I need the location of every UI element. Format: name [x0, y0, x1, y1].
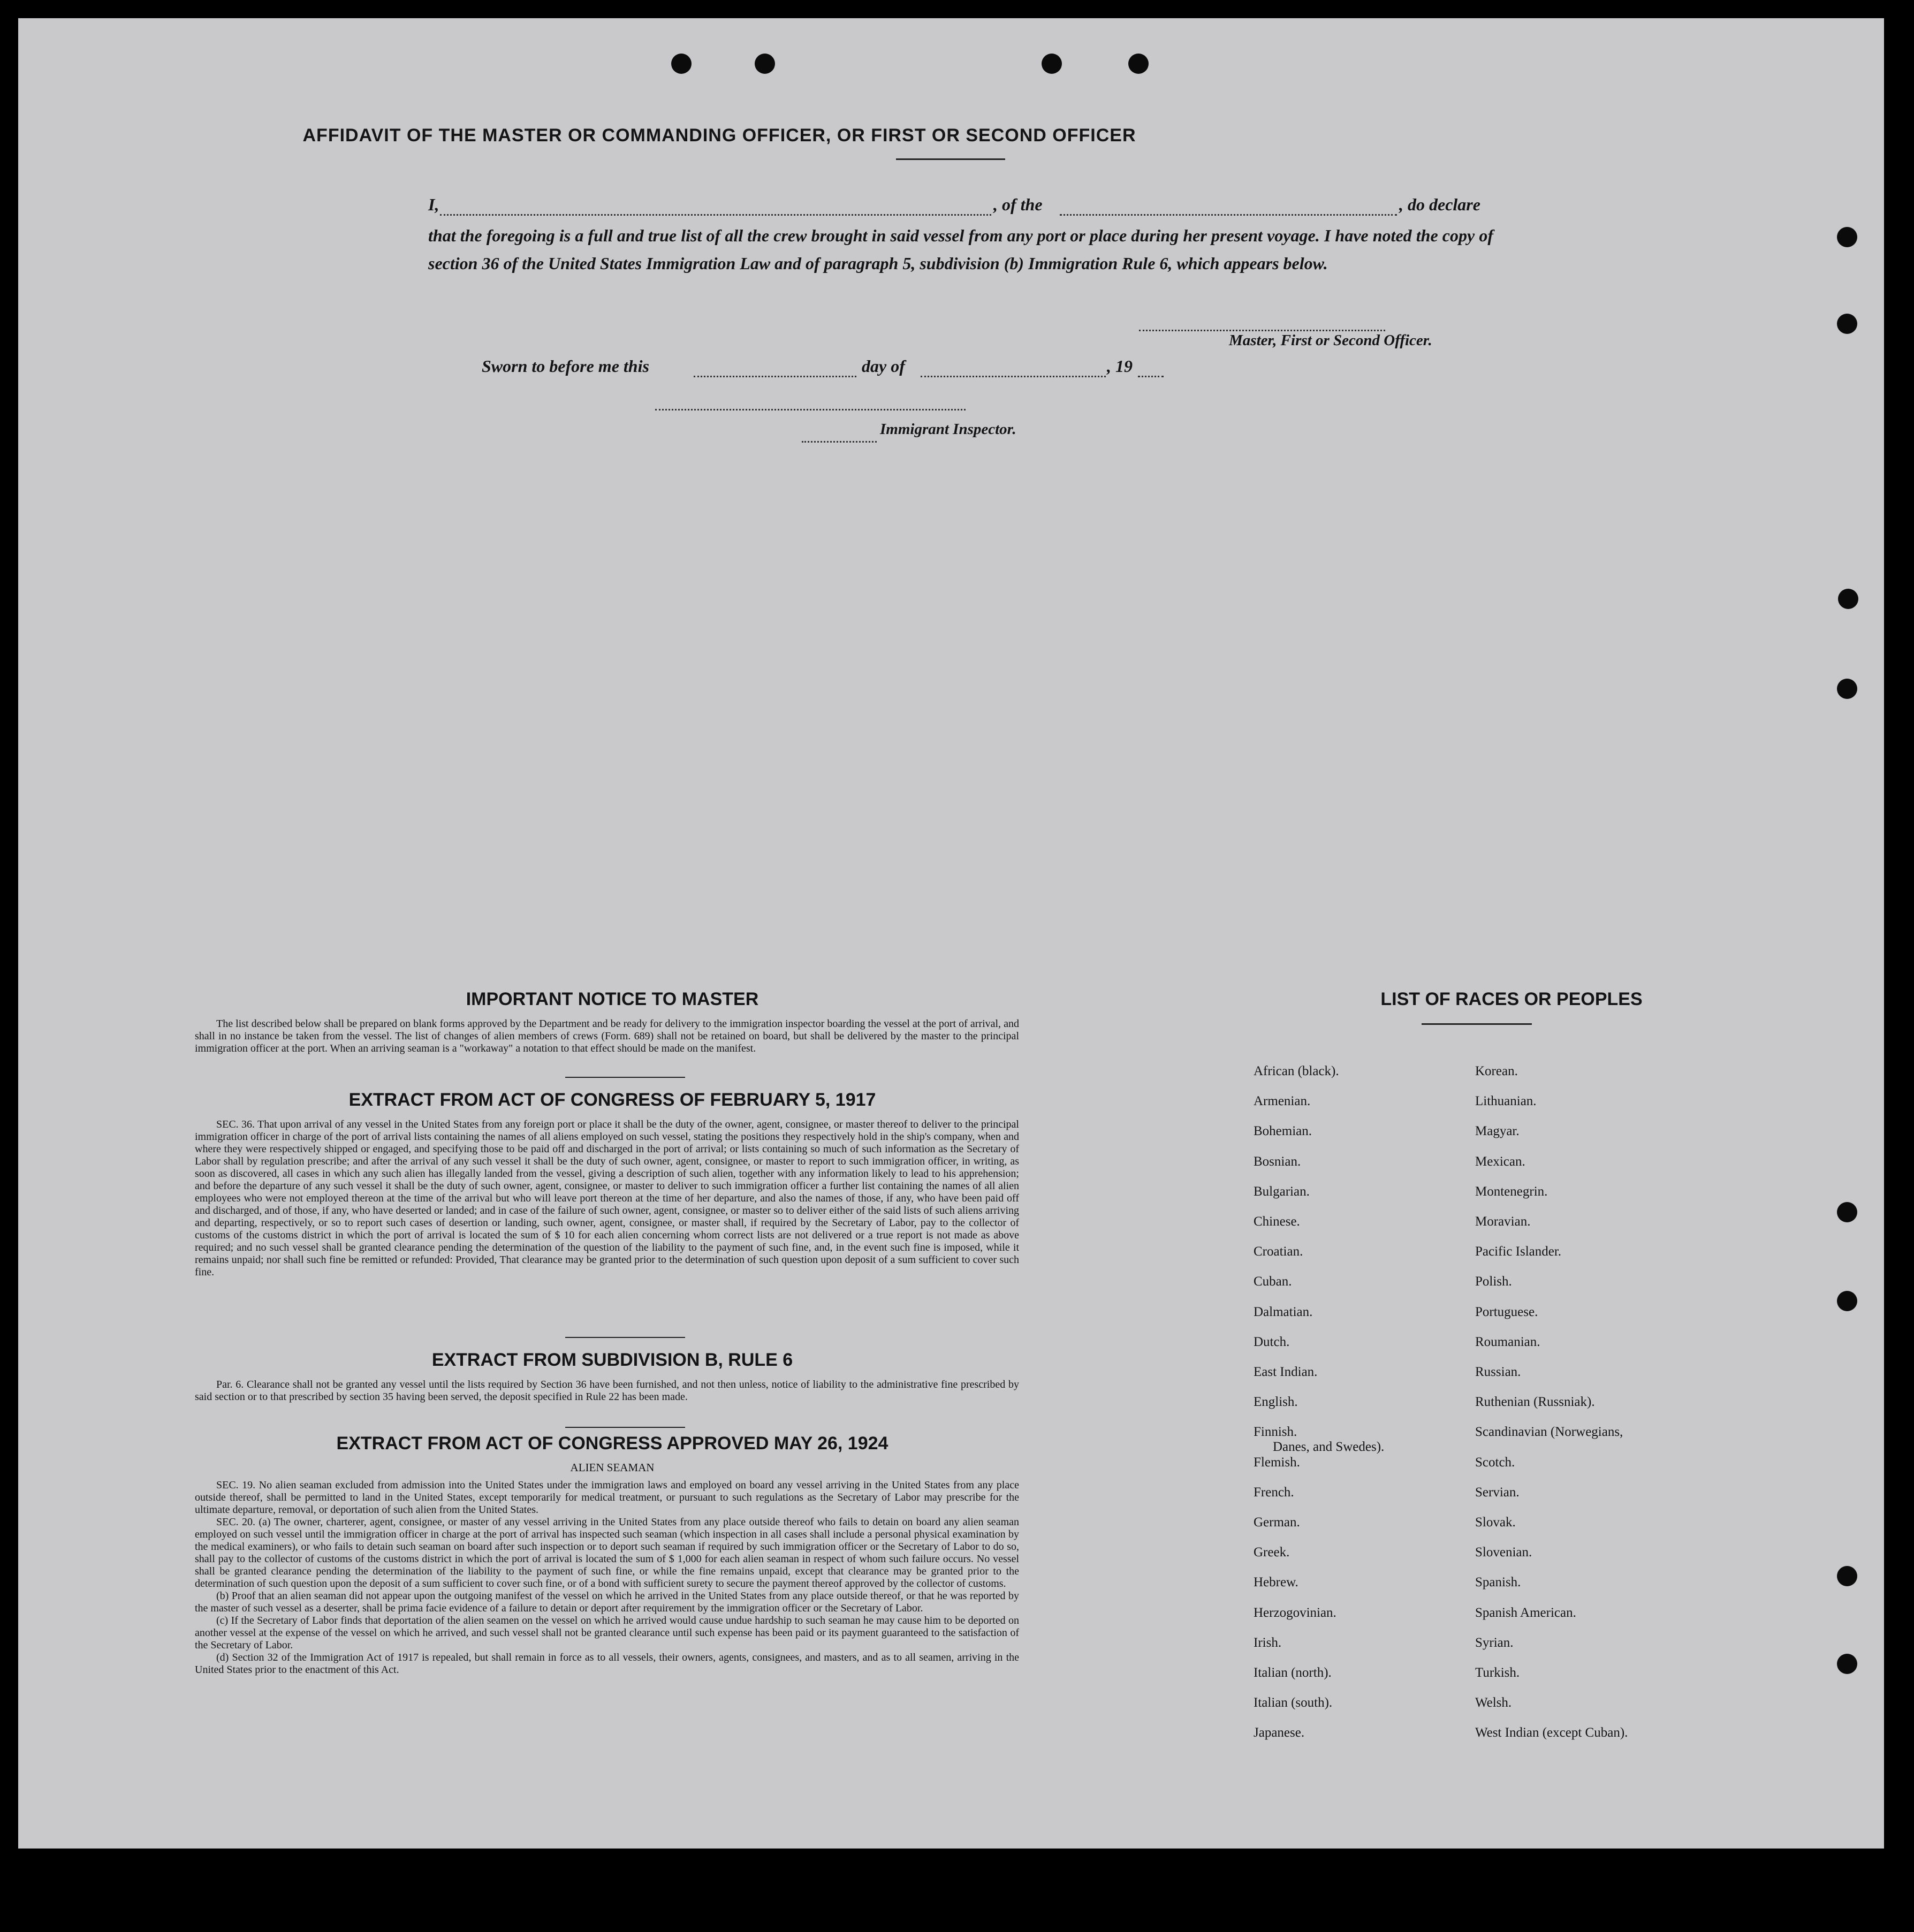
day-of-label: day of — [862, 356, 905, 376]
extract-1917-paragraph: SEC. 36. That upon arrival of any vessel in the United States from any foreign port or place it shall be the duty of the owner, agent, consignee, or master thereof to deliver to the principal immigration officer in charge of the port of arrival lists containing the names of all aliens employed on such vessel, stating the positions they respectively hold in the ship's company, when and where they were respectively shipped or engaged, and specifying those to be paid off and discharged in the port of arrival; or lists containing so much of such information as the Secretary of Labor shall by regulation prescribe; and after the arrival of any such vessel it shall be the duty of such owner, agent, consignee, or master to report to such immigration officer, in writing, as soon as discovered, all cases in which any such alien has illegally landed from the vessel, giving a description of such alien, together with any information likely to lead to his apprehension; and before the departure of any such vessel it shall be the duty of such owner, agent, consignee, or master to deliver to such immigration officer a further list containing the names of all alien employees who were not employed thereon at the time of the arrival but who will leave port thereon at the time of her departure, and also the names of those, if any, who have been paid off and discharged, and of those, if any, who have deserted or landed; and in case of the failure of such owner, agent, consignee, or master so to deliver either of the said lists of such aliens arriving and departing, respectively, or so to report such cases of desertion or landing, such owner, agent, consignee, or master shall, if required by the Secretary of Labor, pay to the collector of customs of the customs district in which the port of arrival is located the sum of $ 10 for each alien concerning whom correct lists are not delivered or a true report is not made as above required; and no such vessel shall be granted clearance pending the determination of the question of the liability to the payment of such fine, and, in the event such fine is imposed, while it remains unpaid; nor shall such fine be remitted or refunded: Provided, That clearance may be granted prior to the determination of such question upon deposit of a sum sufficient to cover such fine. — [195, 1119, 1019, 1278]
race-item: Russian. — [1475, 1365, 1521, 1379]
sworn-line — [482, 356, 1231, 383]
races-title-underline — [1422, 1023, 1532, 1025]
extract-1924-text — [195, 1479, 1019, 1676]
race-item: Slovenian. — [1475, 1545, 1532, 1560]
race-item: Servian. — [1475, 1485, 1520, 1500]
race-item: Montenegrin. — [1475, 1184, 1548, 1199]
vessel-blank — [1060, 214, 1397, 216]
inspector-line — [655, 409, 966, 410]
extract-rule6-title: EXTRACT FROM SUBDIVISION B, RULE 6 — [431, 1350, 793, 1370]
divider — [565, 1427, 685, 1428]
title-underline — [896, 158, 1005, 160]
race-item: African (black). — [1254, 1064, 1339, 1078]
race-item: Croatian. — [1254, 1244, 1303, 1259]
extract-1924-paragraph: (c) If the Secretary of Labor finds that deportation of the alien seamen on the vessel on which he arrived would cause undue hardship to such seaman he may cause him to be deported on another vessel at the expense of the vessel on which he arrived, and such vessel shall not be granted clearance until such expense has been paid or its payment guaranteed to the satisfaction of the Secretary of Labor. — [195, 1615, 1019, 1651]
race-item: Syrian. — [1475, 1635, 1514, 1650]
extract-1917-text — [195, 1119, 1019, 1279]
notice-title: IMPORTANT NOTICE TO MASTER — [466, 989, 759, 1009]
race-item: Irish. — [1254, 1635, 1282, 1650]
race-item: Scotch. — [1475, 1455, 1515, 1470]
race-item: West Indian (except Cuban). — [1475, 1725, 1628, 1740]
affidavit-title: AFFIDAVIT OF THE MASTER OR COMMANDING OFFICER, OR FIRST OR SECOND OFFICER — [302, 125, 1136, 146]
race-item: Cuban. — [1254, 1274, 1292, 1289]
race-item: Bosnian. — [1254, 1154, 1301, 1169]
race-item: Roumanian. — [1475, 1334, 1540, 1349]
punch-hole — [1837, 1202, 1857, 1222]
extract-1924-paragraph: (d) Section 32 of the Immigration Act of 1917 is repealed, but shall remain in force as to all vessels, their owners, agents, consignees, and masters, and as to all seamen, arriving in the United States prior to the enactment of this Act. — [195, 1652, 1019, 1676]
race-item: Flemish. — [1254, 1455, 1300, 1470]
year-label: , 19 — [1107, 356, 1133, 376]
race-item: English. — [1254, 1395, 1298, 1410]
race-item: Portuguese. — [1475, 1304, 1538, 1319]
notice-text — [195, 1018, 1019, 1055]
race-item: Welsh. — [1475, 1695, 1512, 1710]
race-item: Italian (north). — [1254, 1665, 1332, 1680]
race-item: Pacific Islander. — [1475, 1244, 1562, 1259]
extract-1917-title: EXTRACT FROM ACT OF CONGRESS OF FEBRUARY 5, 1917 — [348, 1090, 876, 1110]
race-item: Mexican. — [1475, 1154, 1525, 1169]
affidavit-of-the-label: , of the — [993, 195, 1043, 214]
race-item: Korean. — [1475, 1064, 1518, 1078]
race-item: Dalmatian. — [1254, 1304, 1313, 1319]
sworn-label: Sworn to before me this — [482, 356, 649, 376]
punch-hole — [671, 54, 692, 74]
inspector-prefix-line — [802, 441, 877, 443]
extract-rule6-paragraph: Par. 6. Clearance shall not be granted any vessel until the lists required by Section 36 have been furnished, and not then unless, notice of liability to the administrative fine prescribed by said section or to that prescribed by section 35 having been served, the deposit specified in Rule 22 has been made. — [195, 1379, 1019, 1403]
race-item: Magyar. — [1475, 1124, 1520, 1139]
affidavit-body: that the foregoing is a full and true list of all the crew brought in said vessel from any port or place during her present voyage. I have noted the copy of section 36 of the United States Immigration Law and of paragraph 5, subdivision (b) Immigration Rule 6, which appears below. — [428, 226, 1493, 273]
race-item: Slovak. — [1475, 1515, 1516, 1530]
race-item: Armenian. — [1254, 1094, 1311, 1109]
document-page — [18, 18, 1884, 1849]
race-item: Polish. — [1475, 1274, 1512, 1289]
race-item: Bulgarian. — [1254, 1184, 1310, 1199]
punch-hole — [1837, 314, 1857, 334]
race-item: East Indian. — [1254, 1365, 1318, 1379]
punch-hole — [1837, 679, 1857, 699]
notice-paragraph: The list described below shall be prepared on blank forms approved by the Department and be ready for delivery to the immigration inspector boarding the vessel at the port of arrival, and shall in no instance be taken from the vessel. The list of changes of alien members of crews (Form. 689) shall not be retained on board, but shall be delivered by the master to the principal immigration officer at the port. When an arriving seaman is a "workaway" a notation to that effect should be made on the manifest. — [195, 1018, 1019, 1054]
extract-rule6-text — [195, 1379, 1019, 1403]
extract-1924-paragraph: SEC. 19. No alien seaman excluded from admission into the United States under the immigration laws and employed on board any vessel arriving in the United States from any place outside thereof, shall be permitted to land in the United States, except temporarily for medical treatment, or pursuant to such regulations as the Secretary of Labor may prescribe for the ultimate departure, removal, or deportation of such alien from the United States. — [195, 1479, 1019, 1516]
month-blank — [921, 376, 1106, 377]
race-item: Bohemian. — [1254, 1124, 1312, 1139]
race-item: Dutch. — [1254, 1334, 1290, 1349]
affidavit-line-1 — [428, 195, 1493, 222]
race-item: Hebrew. — [1254, 1575, 1298, 1590]
race-item: Spanish American. — [1475, 1605, 1576, 1620]
race-item: Moravian. — [1475, 1214, 1531, 1229]
race-item: Turkish. — [1475, 1665, 1520, 1680]
races-title: LIST OF RACES OR PEOPLES — [1380, 989, 1643, 1009]
punch-hole — [1837, 1654, 1857, 1674]
race-item: Spanish. — [1475, 1575, 1521, 1590]
race-item: Chinese. — [1254, 1214, 1300, 1229]
divider — [565, 1337, 685, 1338]
punch-hole — [755, 54, 775, 74]
affidavit-i-label: I, — [428, 195, 439, 214]
race-item: Scandinavian (Norwegians, — [1475, 1425, 1623, 1440]
race-item: Japanese. — [1254, 1725, 1305, 1740]
race-item: Italian (south). — [1254, 1695, 1333, 1710]
name-blank — [440, 214, 991, 216]
punch-hole — [1042, 54, 1062, 74]
day-blank — [694, 376, 856, 377]
extract-1924-subtitle: ALIEN SEAMAN — [570, 1461, 655, 1474]
punch-hole — [1837, 1566, 1857, 1586]
punch-hole — [1837, 1291, 1857, 1311]
extract-1924-paragraph: SEC. 20. (a) The owner, charterer, agent, consignee, or master of any vessel arriving in the United States from any place outside thereof who fails to detain on board any alien seaman employed on such vessel until the immigration officer in charge at the port of arrival has inspected such seaman (which inspection in all cases shall include a personal physical examination by the medical examiners), or who fails to detain such seaman on board after such inspection or to deport such seaman if required by such immigration officer or the Secretary of Labor to do so, shall pay to the collector of customs of the customs district in which the port of arrival is located the sum of $ 1,000 for each alien seaman in respect of whom such failure occurs. No vessel shall be granted clearance pending the determination of the liability to the payment of such fine, or while the fine remains unpaid, except that clearance may be granted prior to the determination of such question upon the deposit of a sum sufficient to cover such fine, or of a bond with sufficient surety to secure the payment thereof approved by the collector of customs. — [195, 1516, 1019, 1589]
signature-line — [1139, 330, 1385, 331]
race-item: Greek. — [1254, 1545, 1290, 1560]
divider — [565, 1077, 685, 1078]
extract-1924-title: EXTRACT FROM ACT OF CONGRESS APPROVED MAY 26, 1924 — [336, 1433, 888, 1454]
race-item: Herzogovinian. — [1254, 1605, 1336, 1620]
race-item: Ruthenian (Russniak). — [1475, 1395, 1595, 1410]
punch-hole — [1837, 227, 1857, 247]
punch-hole — [1128, 54, 1149, 74]
affidavit-declare-label: , do declare — [1399, 195, 1480, 214]
race-item: Danes, and Swedes). — [1273, 1440, 1385, 1455]
race-item: Lithuanian. — [1475, 1094, 1537, 1109]
extract-1924-paragraph: (b) Proof that an alien seaman did not appear upon the outgoing manifest of the vessel on which he arrived in the United States from any place outside thereof, or that he was reported by the master of such vessel as a deserter, shall be prima facie evidence of a failure to detain or deport after requirement by the immigration officer or the Secretary of Labor. — [195, 1590, 1019, 1614]
race-item: German. — [1254, 1515, 1300, 1530]
punch-hole — [1838, 589, 1858, 609]
year-blank — [1138, 376, 1164, 377]
inspector-label: Immigrant Inspector. — [880, 421, 1016, 438]
race-item: French. — [1254, 1485, 1294, 1500]
race-item: Finnish. — [1254, 1425, 1297, 1440]
signature-label: Master, First or Second Officer. — [1229, 332, 1432, 349]
